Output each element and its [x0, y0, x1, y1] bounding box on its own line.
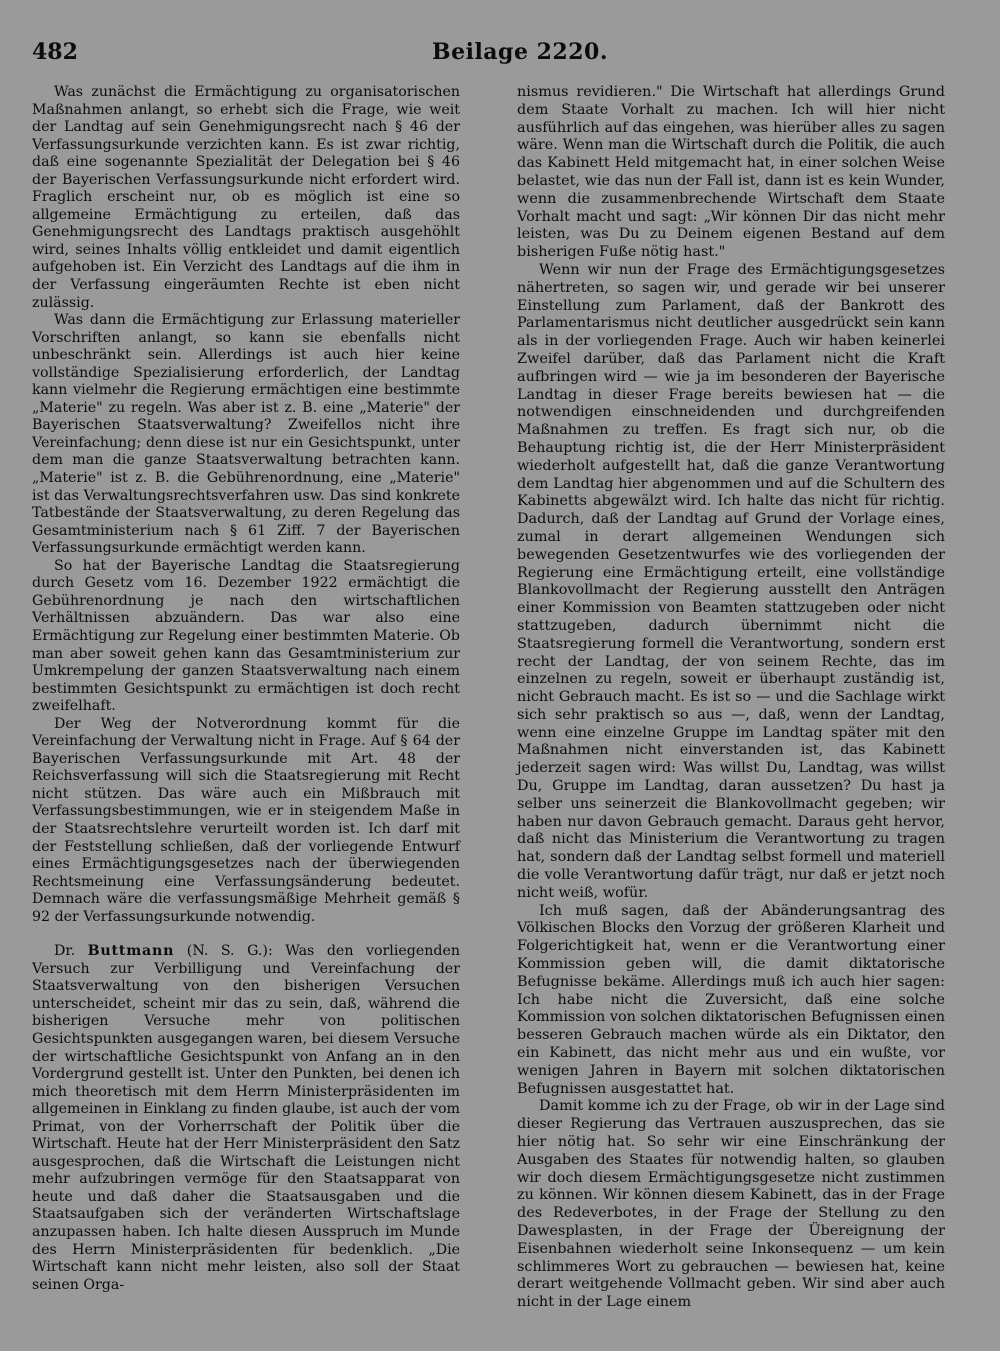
speech-paragraph [32, 943, 460, 1294]
page-title: Beilage 2220. [432, 39, 608, 65]
page-number: 482 [32, 39, 78, 65]
speaker-name: Buttmann [87, 943, 175, 960]
paragraph-left-4: Der Weg der Notverordnung kommt für die Vereinfachung der Verwaltung nicht in Frage. Auf § 64 der Bayerischen Verfassungsurkunde mit Art. 48 der Reichsverfassung will sich die Staatsregierung mit Recht nicht stützen. Das wäre auch ein Mißbrauch mit Verfassungsbestimmungen, wie er in steigendem Maße in der Staatsrechtslehre verurteilt worden ist. Ich darf mit der Feststellung schließen, daß der vorliegende Entwurf eines Ermächtigungsgesetzes nach der überwiegenden Rechtsmeinung eine Verfassungsänderung bedeutet. Demnach wäre die verfassungsmäßige Mehrheit gemäß § 92 der Verfassungsurkunde notwendig. [32, 715, 460, 925]
paragraph-left-1: Was zunächst die Ermächtigung zu organisatorischen Maßnahmen anlangt, so erhebt sich die Frage, wie weit der Landtag auf sein Genehmigungsrecht nach § 46 der Verfassungsurkunde verzichten kann. Es ist zwar richtig, daß eine sogenannte Spezialität der Delegation bei § 46 der Bayerischen Verfassungsurkunde nicht erfordert wird. Fraglich erscheint nur, ob es möglich ist eine so allgemeine Ermächtigung zu erteilen, daß das Genehmigungsrecht des Landtags praktisch ausgehöhlt wird, seines Inhalts völlig entkleidet und damit eigentlich aufgehoben ist. Ein Verzicht des Landtags auf die ihm in der Verfassung eingeräumten Rechte ist eben nicht zulässig. [32, 84, 460, 311]
right-column [517, 84, 945, 1312]
paragraph-right-4: Damit komme ich zu der Frage, ob wir in der Lage sind dieser Regierung das Vertrauen auszusprechen, das sie hier nötig hat. So sehr wir eine Einschränkung der Ausgaben des Staates für notwendig halten, so glauben wir doch diesem Ermächtigungsgesetze nicht zustimmen zu können. Wir können diesem Kabinett, das in der Frage des Redeverbotes, in der Frage der Stellung zu den Dawesplasten, in der Frage der Übereignung der Eisenbahnen wiederholt seine Inkonsequenz — um kein schlimmeres Wort zu gebrauchen — bewiesen hat, keine derart weitgehende Vollmacht geben. Wir sind aber auch nicht in der Lage einem [517, 1098, 945, 1311]
paragraph-right-1: nismus revidieren." Die Wirtschaft hat allerdings Grund dem Staate Vorhalt zu machen. Ich will hier nicht ausführlich auf das eingehen, was hierüber alles zu sagen wäre. Wenn man die Wirtschaft durch die Politik, die auch das Kabinett Held mitgemacht hat, in einer solchen Weise belastet, wie das nun der Fall ist, dann ist es kein Wunder, wenn die zusammenbrechende Wirtschaft dem Staate Vorhalt macht und sagt: „Wir können Dir das nicht mehr leisten, was Du zu Deinem eigenen Bestand auf dem bisherigen Fuße nötig hast." [517, 84, 945, 261]
speaker-party: (N. S. G.): [174, 943, 286, 960]
speech-text: Was den vorliegenden Versuch zur Verbilligung und Vereinfachung der Staatsverwaltung von den bisherigen Versuchen unterscheidet, scheint mir das zu sein, daß, während die bisherigen Versuche mehr von politischen Gesichtspunkten ausgegangen waren, bei diesem Versuche der wirtschaftliche Gesichtspunkt von Anfang an in den Vordergrund gestellt ist. Unter den Punkten, bei denen ich mich theoretisch mit dem Herrn Ministerpräsidenten im allgemeinen in Einklang zu finden glaube, ist auch der vom Primat, von der Vorherrschaft der Politik über die Wirtschaft. Heute hat der Herr Ministerpräsident den Satz ausgesprochen, daß die Wirtschaft die Leistungen nicht mehr aufzubringen vermöge für den Staatsapparat von heute und daß daher die Staatsausgaben und die Staatsaufgaben sich der veränderten Wirtschaftslage anzupassen haben. Ich halte diesen Ausspruch im Munde des Herrn Ministerpräsidenten für bedenklich. „Die Wirtschaft kann nicht mehr leisten, also soll der Staat seinen Orga- [32, 943, 461, 1293]
paragraph-left-3: So hat der Bayerische Landtag die Staatsregierung durch Gesetz vom 16. Dezember 1922 ermächtigt die Gebührenordnung je nach den wirtschaftlichen Verhältnissen abzuändern. Das war also eine Ermächtigung zur Regelung einer bestimmten Materie. Ob man aber soweit gehen kann das Gesamtministerium zur Umkrempelung der ganzen Staatsverwaltung nach einem bestimmten Gesichtspunkt zu ermächtigen ist doch recht zweifelhaft. [32, 557, 460, 715]
paragraph-right-2: Wenn wir nun der Frage des Ermächtigungsgesetzes nähertreten, so sagen wir, und gerade wir bei unserer Einstellung zum Parlament, daß der Bankrott des Parlamentarismus nicht deutlicher ausgedrückt sein kann als in der vorliegenden Frage. Auch wir haben keinerlei Zweifel darüber, daß das Parlament nicht die Kraft aufbringen wird — wie ja im besonderen der Bayerische Landtag in dieser Frage bereits bewiesen hat — die notwendigen einschneidenden und durchgreifenden Maßnahmen zu treffen. Es fragt sich nur, ob die Behauptung richtig ist, die der Herr Ministerpräsident wiederholt aufgestellt hat, daß die ganze Verantwortung dem Landtag hier abgenommen und auf die Schultern des Kabinetts abgewälzt wird. Ich halte das nicht für richtig. Dadurch, daß der Landtag auf Grund der Vorlage eines, zumal in derart allgemeinen Wendungen sich bewegenden Gesetzentwurfes wie des vorliegenden der Regierung eine Ermächtigung erteilt, eine vollständige Blankovollmacht der Regierung ausstellt den Anträgen einer Kommission von Beamten stattzugeben oder nicht stattzugeben, dadurch übernimmt nicht die Staatsregierung formell die Verantwortung, sondern erst recht der Landtag, der von seinem Rechte, das im einzelnen zu regeln, soweit er überhaupt zuständig ist, nicht Gebrauch macht. Es ist so — und die Sachlage wirkt sich sehr praktisch so aus —, daß, wenn der Landtag, wenn eine einzelne Gruppe im Landtag später mit den Maßnahmen nicht einverstanden ist, das Kabinett jederzeit sagen wird: Was willst Du, Landtag, was willst Du, Gruppe im Landtag, daran aussetzen? Du hast ja selber uns seinerzeit die Blankovollmacht gegeben; wir haben nur davon Gebrauch gemacht. Daraus geht hervor, daß nicht das Ministerium die Verantwortung zu tragen hat, sondern daß der Landtag selbst formell und materiell die volle Verantwortung dafür trägt, nur daß er jetzt noch nicht weiß, wofür. [517, 261, 945, 901]
paragraph-right-3: Ich muß sagen, daß der Abänderungsantrag des Völkischen Blocks den Vorzug der größeren Klarheit und Folgerichtigkeit hat, wenn er die Verantwortung einer Kommission geben will, die damit diktatorische Befugnisse bekäme. Allerdings muß ich auch hier sagen: Ich habe nicht die Zuversicht, daß eine solche Kommission von solchen diktatorischen Befugnissen einen besseren Gebrauch machen würde als ein Diktator, den ein Kabinett, das nicht mehr aus und ein wußte, vor wenigen Jahren in Bayern mit solchen diktatorischen Befugnissen ausgestattet hat. [517, 902, 945, 1097]
speaker-prefix: Dr. [54, 943, 88, 960]
left-column [32, 84, 460, 1294]
paragraph-left-2: Was dann die Ermächtigung zur Erlassung materieller Vorschriften anlangt, so kann sie ebenfalls nicht unbeschränkt sein. Allerdings ist auch hier keine vollständige Spezialisierung erforderlich, der Landtag kann vielmehr die Regierung ermächtigen eine bestimmte „Materie" zu regeln. Was aber ist z. B. eine „Materie" der Bayerischen Staatsverwaltung? Zweifellos nicht ihre Vereinfachung; denn diese ist nur ein Gesichtspunkt, unter dem man die ganze Staatsverwaltung betrachten kann. „Materie" ist z. B. die Gebührenordnung, eine „Materie" ist das Verwaltungsrechtsverfahren usw. Das sind konkrete Tatbestände der Staatsverwaltung, zu deren Regelung das Gesamtministerium nach § 61 Ziff. 7 der Bayerischen Verfassungsurkunde ermächtigt werden kann. [32, 312, 460, 557]
